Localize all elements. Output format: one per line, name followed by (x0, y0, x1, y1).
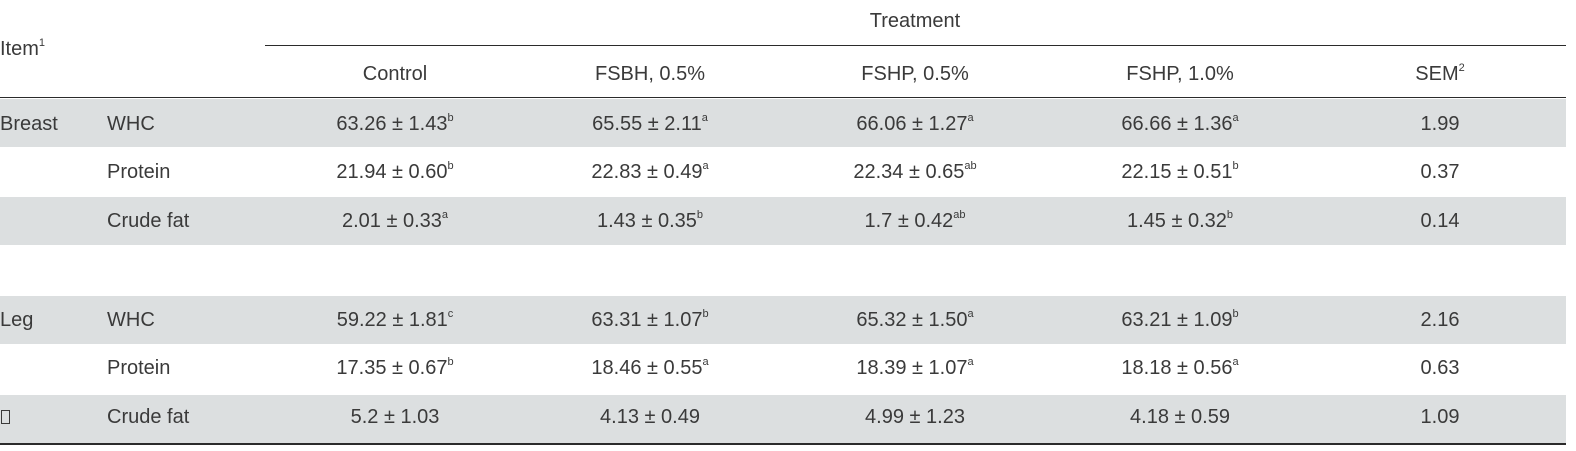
column-header (595, 64, 705, 84)
item-header (0, 39, 45, 59)
table-cell (1421, 162, 1460, 182)
header-bottom-rule (0, 97, 1566, 98)
missing-glyph-icon (1, 410, 10, 424)
treatment-rule (265, 45, 1566, 46)
cell-superscript: b (696, 209, 704, 222)
column-header-label: FSHP, 1.0% (1126, 63, 1234, 85)
row-band (0, 99, 1566, 147)
table-cell (336, 162, 453, 182)
table-cell (856, 114, 973, 134)
cell-superscript: a (702, 356, 709, 369)
row-item-label (107, 407, 189, 427)
table-cell (1421, 310, 1460, 330)
cell-superscript: a (967, 308, 974, 321)
column-header (861, 64, 968, 84)
cell-value: 22.15 ± 0.51 (1121, 161, 1233, 183)
column-header (1126, 64, 1233, 84)
cell-superscript: c (447, 308, 454, 321)
cell-value: 1.43 ± 0.35 (596, 210, 697, 232)
row-item-text: Protein (107, 161, 171, 183)
cell-value: 2.01 ± 0.33 (341, 210, 442, 232)
item-header-label: Item (0, 38, 39, 60)
cell-value: 4.13 ± 0.49 (600, 406, 700, 428)
cell-value: 1.45 ± 0.32 (1126, 210, 1227, 232)
table-cell (1130, 407, 1230, 427)
cell-superscript: b (447, 356, 454, 369)
table-cell (337, 310, 454, 330)
column-header-label: FSBH, 0.5% (594, 63, 706, 85)
cell-value: 17.35 ± 0.67 (336, 357, 448, 379)
row-band (0, 395, 1566, 443)
cell-superscript: a (702, 160, 709, 173)
cell-value: 65.32 ± 1.50 (856, 309, 968, 331)
table-cell (336, 114, 453, 134)
cell-value: 66.66 ± 1.36 (1121, 113, 1233, 135)
column-header-label: FSHP, 0.5% (861, 63, 969, 85)
cell-value: 2.16 (1420, 309, 1460, 331)
table-cell (1421, 358, 1460, 378)
cell-superscript: a (1232, 356, 1239, 369)
cell-value: 0.37 (1420, 161, 1460, 183)
row-item-text: Crude fat (107, 406, 190, 428)
table-cell (1121, 358, 1238, 378)
cell-value: 0.63 (1420, 357, 1460, 379)
cell-value: 1.09 (1420, 406, 1460, 428)
table-cell (597, 211, 703, 231)
item-header-footnote: 1 (38, 37, 46, 50)
column-header (363, 64, 427, 84)
table-cell (1421, 211, 1460, 231)
cell-superscript: a (701, 112, 708, 125)
cell-superscript: b (1232, 308, 1239, 321)
cell-superscript: b (1232, 160, 1239, 173)
table-cell (1121, 114, 1238, 134)
table-cell (853, 162, 976, 182)
column-header (1415, 64, 1464, 84)
cell-value: 63.31 ± 1.07 (591, 309, 703, 331)
missing-glyph-box (1, 407, 10, 427)
cell-superscript: ab (964, 160, 977, 173)
table-cell (1121, 162, 1238, 182)
cell-value: 22.34 ± 0.65 (853, 161, 965, 183)
row-item-label (107, 211, 189, 231)
row-group-label (0, 114, 58, 134)
cell-superscript: b (1226, 209, 1234, 222)
cell-superscript: b (702, 308, 709, 321)
row-group-label (0, 310, 33, 330)
cell-value: 18.39 ± 1.07 (856, 357, 968, 379)
cell-superscript: a (967, 356, 974, 369)
table-cell (592, 114, 708, 134)
row-item-text: Crude fat (107, 210, 190, 232)
cell-value: 65.55 ± 2.11 (592, 113, 702, 135)
row-item-label (107, 358, 170, 378)
row-group-text: Breast (0, 113, 58, 135)
cell-value: 63.21 ± 1.09 (1121, 309, 1233, 331)
cell-value: 4.18 ± 0.59 (1130, 406, 1230, 428)
cell-value: 0.14 (1420, 210, 1460, 232)
table-cell (856, 358, 973, 378)
cell-superscript: ab (953, 209, 966, 222)
row-group-text: Leg (0, 309, 34, 331)
column-header-label: Control (362, 63, 428, 85)
table-cell (865, 407, 965, 427)
treatment-header: Treatment (869, 10, 961, 32)
table-cell (342, 211, 448, 231)
row-item-label (107, 310, 155, 330)
table-cell (1421, 114, 1460, 134)
cell-superscript: b (447, 160, 454, 173)
table-cell (1421, 407, 1460, 427)
table-cell (591, 310, 708, 330)
table-cell (1121, 310, 1238, 330)
cell-superscript: b (447, 112, 454, 125)
table-cell (336, 358, 453, 378)
row-band (0, 197, 1566, 245)
table-bottom-rule (0, 443, 1566, 445)
cell-value: 22.83 ± 0.49 (591, 161, 703, 183)
table-cell (591, 162, 708, 182)
row-item-label (107, 162, 170, 182)
cell-value: 18.46 ± 0.55 (591, 357, 703, 379)
cell-value: 21.94 ± 0.60 (336, 161, 448, 183)
cell-value: 18.18 ± 0.56 (1121, 357, 1233, 379)
table-cell (591, 358, 708, 378)
cell-superscript: a (967, 112, 974, 125)
table-cell (856, 310, 973, 330)
cell-value: 66.06 ± 1.27 (856, 113, 968, 135)
row-item-label (107, 114, 155, 134)
cell-value: 5.2 ± 1.03 (350, 406, 440, 428)
cell-value: 63.26 ± 1.43 (336, 113, 448, 135)
cell-value: 1.7 ± 0.42 (864, 210, 954, 232)
row-band (0, 296, 1566, 344)
column-header-footnote: 2 (1458, 62, 1465, 75)
table-cell (600, 407, 700, 427)
column-header-label: SEM (1415, 63, 1459, 85)
table-cell (864, 211, 965, 231)
cell-value: 4.99 ± 1.23 (865, 406, 965, 428)
row-item-text: WHC (107, 309, 155, 331)
row-item-text: Protein (107, 357, 171, 379)
cell-superscript: a (1232, 112, 1239, 125)
row-item-text: WHC (107, 113, 155, 135)
table-cell (1127, 211, 1233, 231)
cell-value: 59.22 ± 1.81 (336, 309, 448, 331)
cell-value: 1.99 (1420, 113, 1460, 135)
table-cell (351, 407, 440, 427)
cell-superscript: a (441, 209, 449, 222)
